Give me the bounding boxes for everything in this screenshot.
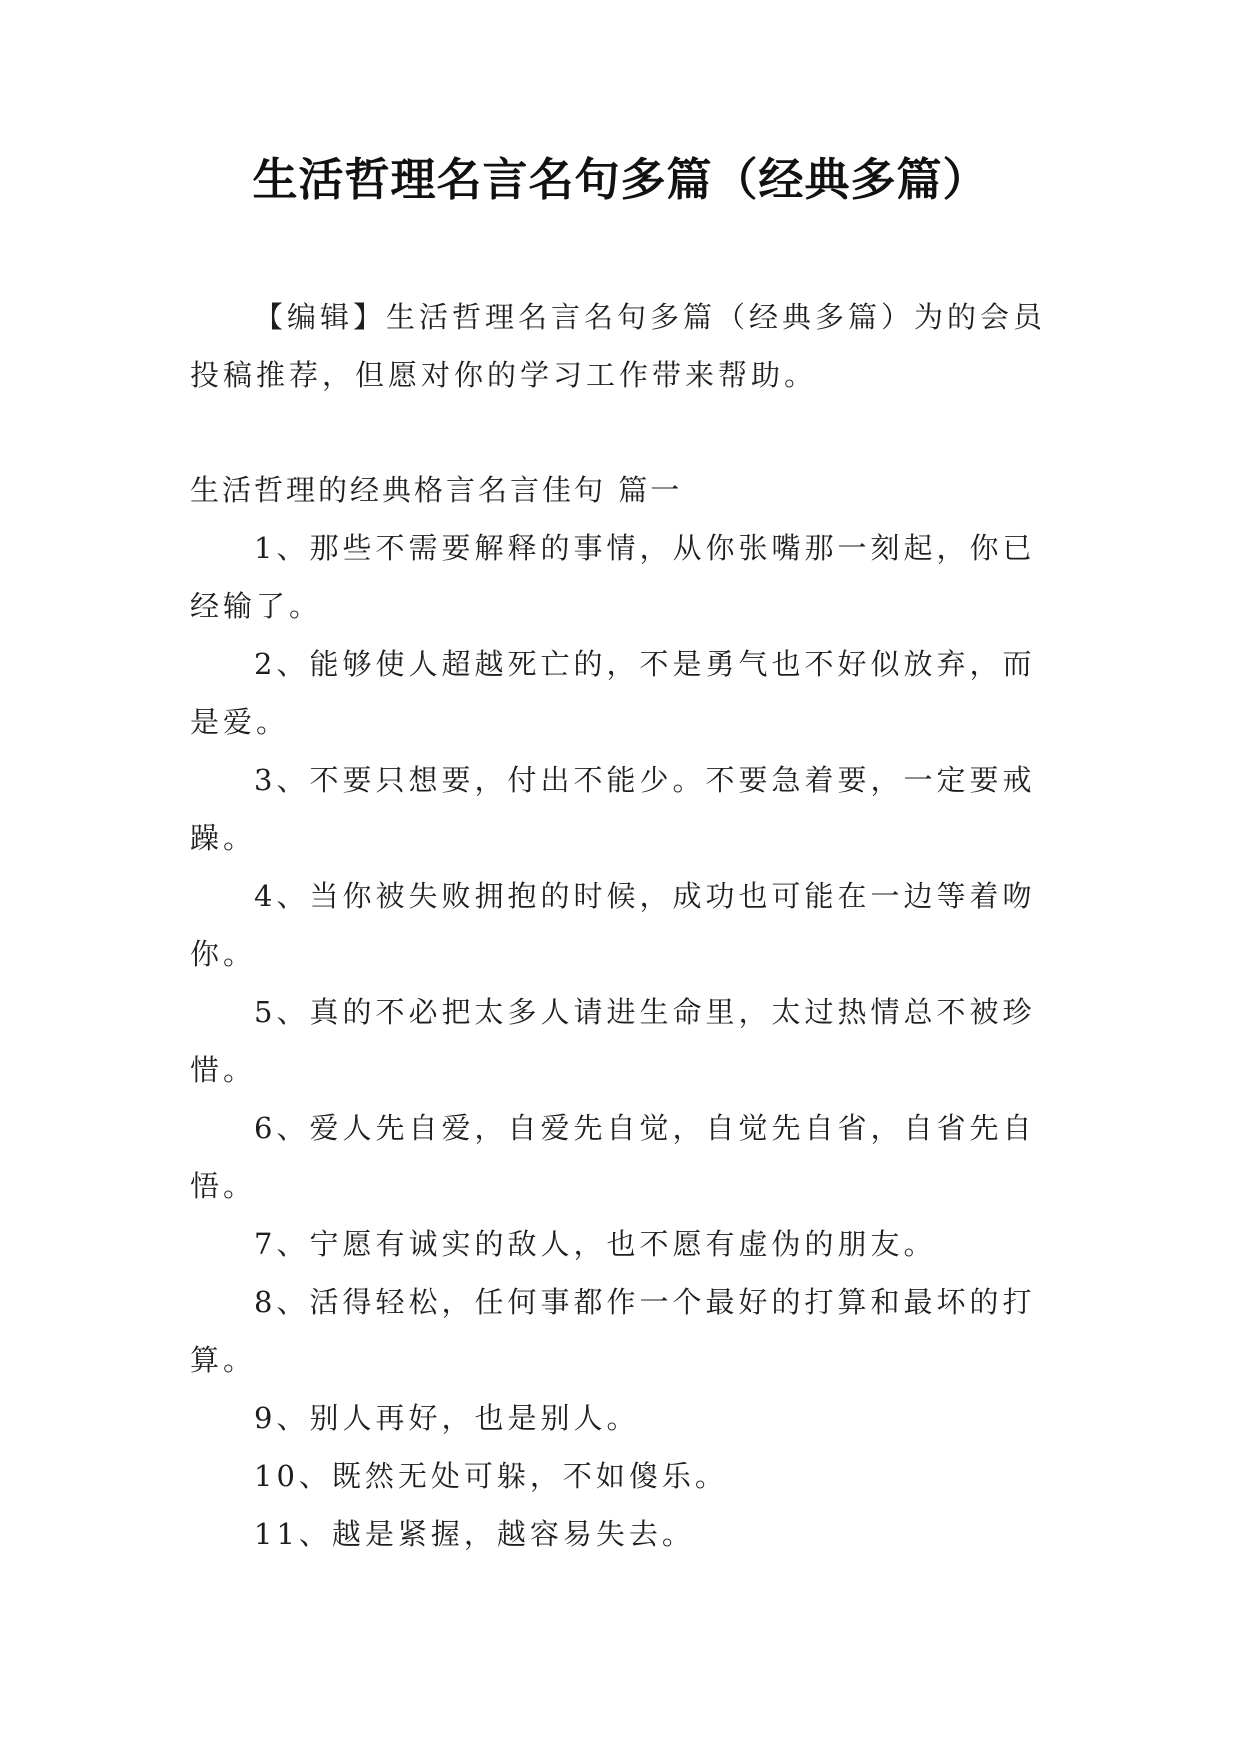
quote-item: 7、宁愿有诚实的敌人，也不愿有虚伪的朋友。	[254, 1227, 937, 1261]
section-heading: 生活哲理的经典格言名言佳句 篇一	[190, 473, 683, 507]
quote-item: 4、当你被失败拥抱的时候，成功也可能在一边等着吻你。	[190, 879, 1036, 971]
quote-item: 1、那些不需要解释的事情，从你张嘴那一刻起，你已经输了。	[190, 531, 1036, 623]
quote-item: 3、不要只想要，付出不能少。不要急着要，一定要戒躁。	[190, 763, 1036, 855]
quote-item: 2、能够使人超越死亡的，不是勇气也不好似放弃，而是爱。	[190, 647, 1036, 739]
quote-item: 11、越是紧握，越容易失去。	[254, 1517, 695, 1551]
quote-list	[190, 519, 1052, 1563]
quote-item: 6、爱人先自爱，自爱先自觉，自觉先自省，自省先自悟。	[190, 1111, 1036, 1203]
quote-item: 8、活得轻松，任何事都作一个最好的打算和最坏的打算。	[190, 1285, 1036, 1377]
quote-item: 9、别人再好，也是别人。	[254, 1401, 640, 1435]
quote-item: 5、真的不必把太多人请进生命里，太过热情总不被珍惜。	[190, 995, 1036, 1087]
document-title: 生活哲理名言名句多篇（经典多篇）	[252, 153, 989, 206]
quote-item: 10、既然无处可躲，不如傻乐。	[254, 1459, 728, 1493]
intro-paragraph: 【编辑】生活哲理名言名句多篇（经典多篇）为的会员投稿推荐，但愿对你的学习工作带来帮助。	[190, 300, 1047, 392]
